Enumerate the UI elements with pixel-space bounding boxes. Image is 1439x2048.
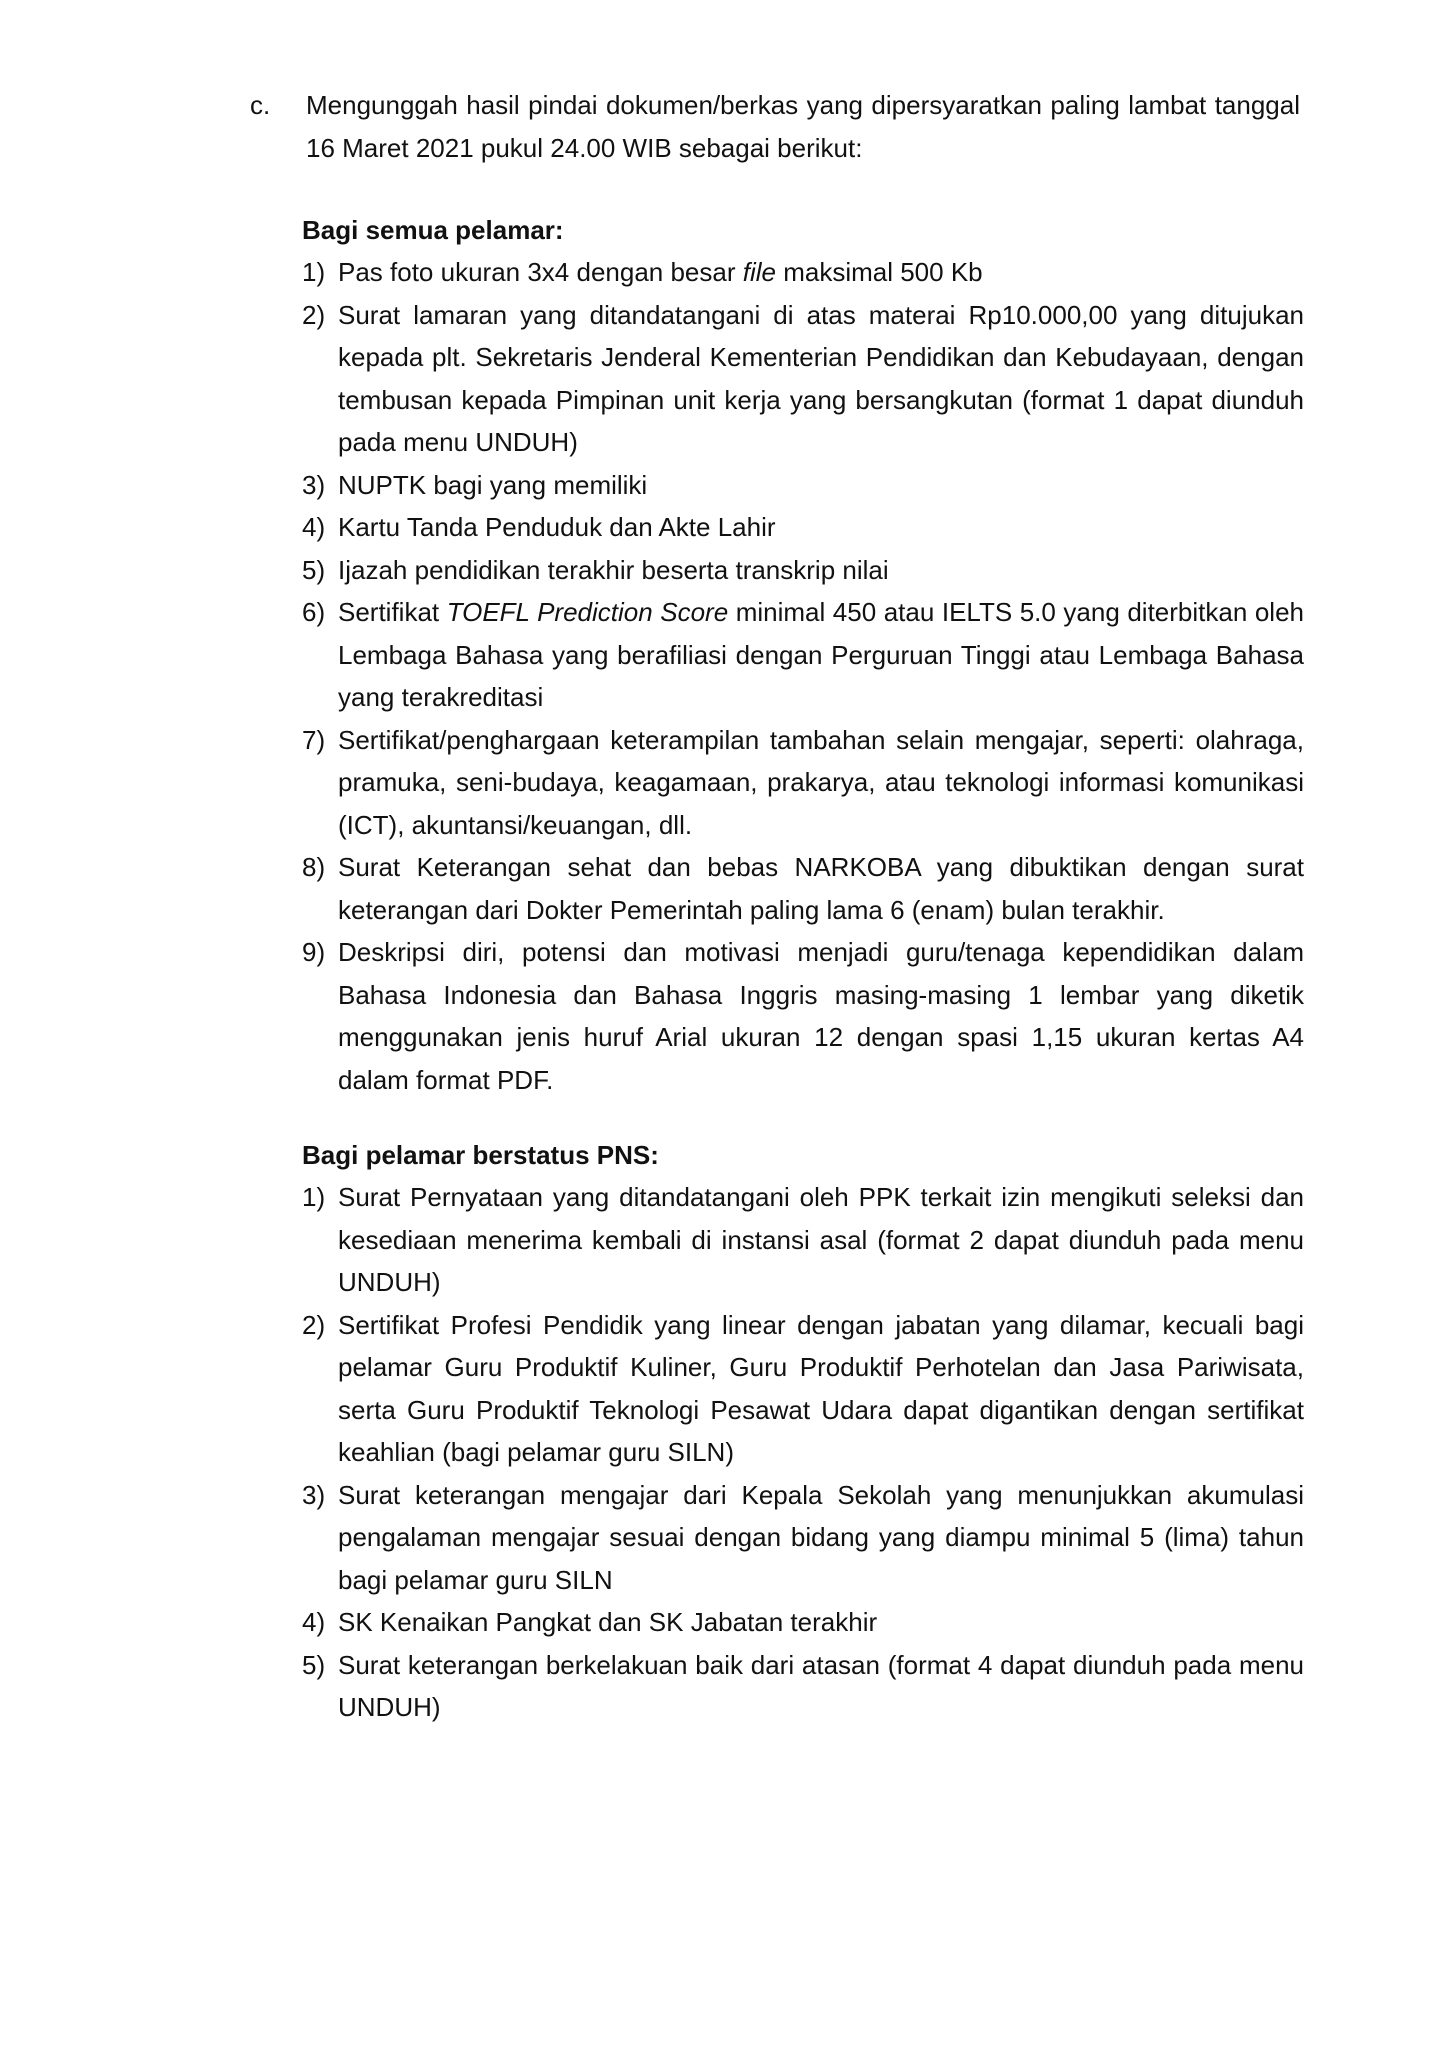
item-number: 1)	[302, 257, 326, 287]
item-text: Sertifikat	[338, 597, 447, 627]
item-number: 5)	[302, 1649, 326, 1680]
item-text: Deskripsi diri, potensi dan motivasi menjadi guru/tenaga kependidikan dalam Bahasa Indonesia dan Bahasa Inggris masing-masing 1 lembar yang diketik menggunakan jenis huruf Arial ukuran 12 dengan spasi 1,15 ukuran kertas A4 dalam format PDF.	[338, 937, 1304, 1095]
item-text: Surat Keterangan sehat dan bebas NARKOBA yang dibuktikan dengan surat keterangan dari Dokter Pemerintah paling lama 6 (enam) bulan terakhir.	[338, 852, 1304, 925]
item-number: 9)	[302, 937, 326, 967]
all-applicants-list	[302, 251, 1304, 1101]
item-text: Surat Pernyataan yang ditandatangani oleh PPK terkait izin mengikuti seleksi dan kesediaan menerima kembali di instansi asal (format 2 dapat diunduh pada menu UNDUH)	[338, 1182, 1304, 1297]
item-text: Surat lamaran yang ditandatangani di atas materai Rp10.000,00 yang ditujukan kepada plt. Sekretaris Jenderal Kementerian Pendidikan dan Kebudayaan, dengan tembusan kepada Pimpinan unit kerja yang bersangkutan (format 1 dapat diunduh pada menu UNDUH)	[338, 299, 1304, 457]
pns-applicants-section	[302, 1134, 1304, 1729]
list-item	[302, 1601, 1304, 1644]
item-text: Pas foto ukuran 3x4 dengan besar	[338, 257, 743, 287]
item-number: 4)	[302, 512, 326, 542]
item-text: Kartu Tanda Penduduk dan Akte Lahir	[338, 512, 776, 542]
list-item	[302, 549, 1304, 592]
item-number: 5)	[302, 554, 326, 585]
item-c	[250, 84, 1300, 170]
item-number: 2)	[302, 1309, 326, 1340]
item-text: Surat keterangan berkelakuan baik dari atasan (format 4 dapat diunduh pada menu UNDUH)	[338, 1649, 1304, 1722]
list-item	[302, 846, 1304, 931]
item-text: maksimal 500 Kb	[775, 257, 983, 287]
list-item	[302, 251, 1304, 294]
item-number: 1)	[302, 1182, 326, 1212]
list-item	[302, 591, 1304, 719]
item-number: 8)	[302, 852, 326, 882]
pns-applicants-list	[302, 1176, 1304, 1729]
item-text: SK Kenaikan Pangkat dan SK Jabatan terakhir	[338, 1607, 878, 1637]
list-item	[302, 1176, 1304, 1304]
item-text: Sertifikat/penghargaan keterampilan tambahan selain mengajar, seperti: olahraga, pramuka, seni-budaya, keagamaan, prakarya, atau teknologi informasi komunikasi (ICT), akuntansi/keuangan, dll.	[338, 724, 1304, 840]
item-number: 3)	[302, 1479, 326, 1510]
list-item	[302, 294, 1304, 464]
all-applicants-section	[302, 209, 1304, 1101]
item-text: Surat keterangan mengajar dari Kepala Sekolah yang menunjukkan akumulasi pengalaman mengajar sesuai dengan bidang yang diampu minimal 5 (lima) tahun bagi pelamar guru SILN	[338, 1479, 1304, 1595]
item-text-italic: file	[742, 257, 776, 287]
item-text: Ijazah pendidikan terakhir beserta transkrip nilai	[338, 554, 889, 585]
item-text: minimal 450 atau IELTS 5.0 yang diterbitkan oleh Lembaga Bahasa yang berafiliasi dengan Perguruan Tinggi atau Lembaga Bahasa yang terakreditasi	[338, 597, 1304, 712]
list-item	[302, 1304, 1304, 1474]
item-text: NUPTK bagi yang memiliki	[338, 469, 648, 500]
list-item	[302, 719, 1304, 847]
item-text-italic: TOEFL Prediction Score	[446, 597, 729, 627]
item-number: 3)	[302, 469, 326, 500]
all-applicants-heading: Bagi semua pelamar:	[302, 215, 564, 245]
list-item	[302, 1644, 1304, 1729]
list-item	[302, 1474, 1304, 1602]
item-c-marker: c.	[250, 90, 271, 120]
item-number: 6)	[302, 597, 326, 627]
item-c-text: Mengunggah hasil pindai dokumen/berkas yang dipersyaratkan paling lambat tanggal 16 Maret 2021 pukul 24.00 WIB sebagai berikut:	[306, 90, 1300, 163]
pns-applicants-heading: Bagi pelamar berstatus PNS:	[302, 1140, 659, 1170]
item-text: Sertifikat Profesi Pendidik yang linear dengan jabatan yang dilamar, kecuali bagi pelamar Guru Produktif Kuliner, Guru Produktif Perhotelan dan Jasa Pariwisata, serta Guru Produktif Teknologi Pesawat Udara dapat digantikan dengan sertifikat keahlian (bagi pelamar guru SILN)	[338, 1309, 1304, 1467]
list-item	[302, 506, 1304, 549]
item-number: 7)	[302, 724, 326, 755]
item-number: 4)	[302, 1607, 326, 1637]
list-item	[302, 464, 1304, 507]
list-item	[302, 931, 1304, 1101]
item-number: 2)	[302, 299, 326, 330]
